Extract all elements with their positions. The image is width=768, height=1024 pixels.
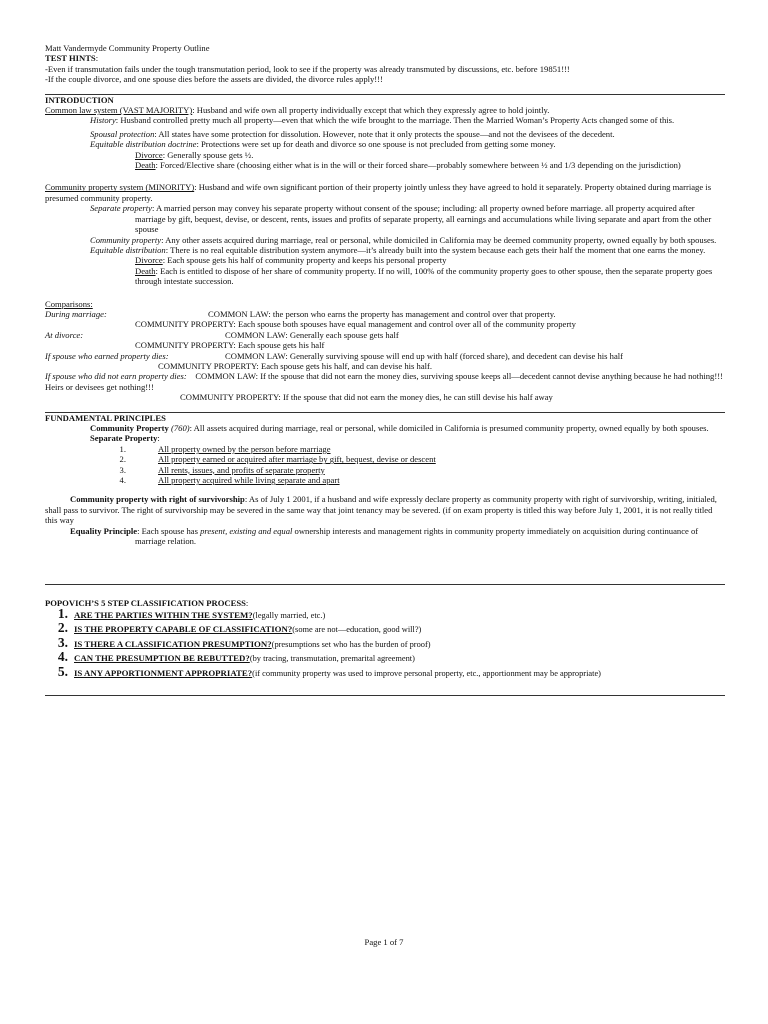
- list-item: 4. All property acquired while living separate and apart: [119, 475, 340, 486]
- separate-property-list: [45, 444, 725, 486]
- list-item: 2. All property earned or acquired after marriage by gift, bequest, devise or descent: [119, 454, 436, 465]
- comparison-during-cl: During marriage: COMMON LAW: the person who earns the property has management and control over that property.: [45, 308, 556, 319]
- spousal-protection-paragraph: Spousal protection: All states have some protection for dissolution. However, note that it only protects the spouse—and not the devisees of the decedent.: [90, 128, 615, 139]
- list-item: 1. ARE THE PARTIES WITHIN THE SYSTEM? (legally married, etc.): [57, 605, 326, 621]
- equitable-doctrine-paragraph: Equitable distribution doctrine: Protections were set up for death and divorce so one spouse is not precluded from getting some money.: [90, 139, 556, 150]
- cl-death-line: Death: Forced/Elective share (choosing either what is in the will or their forced share—probably somewhere between ½ and 1/3 depending on the jurisdiction): [135, 160, 681, 171]
- fundamental-cp-paragraph: Community Property (760): All assets acquired during marriage, real or personal, while domiciled in California is presumed community property, owned equally by both spouses.: [90, 423, 709, 433]
- list-item: 1. All property owned by the person before marriage: [119, 443, 331, 454]
- list-item: 3. IS THERE A CLASSIFICATION PRESUMPTION? (presumptions set who has the burden of proof): [57, 634, 431, 650]
- popovich-heading: POPOVICH’S 5 STEP CLASSIFICATION PROCESS:: [45, 598, 249, 609]
- cp-death-line: Death: Each is entitled to dispose of her share of community property. If no will, 100% of the community property goes to other spouse, then the separate property goes through intestate succession.: [135, 265, 713, 287]
- document-page: [45, 43, 725, 696]
- comparison-divorce-cp: COMMUNITY PROPERTY: Each spouse gets his half: [135, 340, 325, 351]
- comparison-divorce-cl: At divorce: COMMON LAW: Generally each spouse gets half: [45, 329, 399, 340]
- comparison-earned-cl: If spouse who earned property dies: COMMON LAW: Generally surviving spouse will end up with half (forced share), and decedent can devise his half: [45, 350, 624, 361]
- equality-paragraph: Equality Principle: Each spouse has present, existing and equal ownership interests and management rights in community property immediately on acquisition during continuance of marriage relation.: [70, 525, 699, 547]
- classification-steps: [45, 605, 725, 679]
- cp-equitable-paragraph: Equitable distribution: There is no real equitable distribution system anymore—it’s already built into the system because each gets their half the moment that one earns the money.: [90, 244, 706, 255]
- comparison-earned-cp: COMMUNITY PROPERTY: Each spouse gets his half, and can devise his half.: [158, 360, 433, 371]
- separate-property-paragraph: Separate property: A married person may convey his separate property without consent of the spouse; including: all property owned before marriage. all property acquired after marriage by gift, bequest, devise, or descent, rents, issues and profits of separate property, all earnings and accumulations while living separate and apart from the other spouse: [90, 203, 712, 235]
- fundamental-heading: FUNDAMENTAL PRINCIPLES: [45, 412, 166, 423]
- comparison-during-cp: COMMUNITY PROPERTY: Each spouse both spouses have equal management and control over all of the community property: [135, 319, 576, 330]
- list-item: 3. All rents, issues, and profits of separate property: [119, 464, 325, 475]
- comparisons-label: Comparisons:: [45, 298, 93, 309]
- cl-divorce-line: Divorce: Generally spouse gets ½.: [135, 149, 254, 160]
- list-item: 2. IS THE PROPERTY CAPABLE OF CLASSIFICATION? (some are not—education, good will?): [57, 620, 422, 636]
- cp-divorce-line: Divorce: Each spouse gets his half of community property and keeps his personal property: [135, 255, 447, 266]
- separate-property-label: Separate Property:: [90, 433, 160, 444]
- page-number: Page 1 of 7: [364, 937, 404, 947]
- test-hints-heading: TEST HINTS:: [45, 53, 99, 64]
- history-paragraph: History: Husband controlled pretty much all property—even that which the wife brought to the marriage. Then the Married Woman’s Property Acts changed some of this.: [90, 115, 675, 126]
- comparison-notearned-cp: COMMUNITY PROPERTY: If the spouse that did not earn the money dies, he can still devise his half away: [180, 392, 553, 403]
- list-item: 5. IS ANY APPORTIONMENT APPROPRIATE? (if community property was used to improve personal property, etc., apportionment may be appropriate): [57, 663, 601, 679]
- hint-1: -Even if transmutation fails under the tough transmutation period, look to see if the property was already transmuted by discussions, etc. before 19851!!!: [45, 63, 570, 74]
- introduction-heading: INTRODUCTION: [45, 94, 114, 105]
- community-property-paragraph: Community property system (MINORITY): Husband and wife own significant portion of their property jointly unless they have agreed to hold it separately. Property obtained during marriage is presumed community property.: [45, 182, 712, 203]
- cp-definition-paragraph: Community property: Any other assets acquired during marriage, real or personal, while domiciled in California may be deemed community property, owned equally by both spouses.: [90, 234, 717, 245]
- divider: [45, 695, 725, 696]
- survivorship-paragraph: Community property with right of survivorship: As of July 1 2001, if a husband and wife expressly declare property as community property with right of survivorship, writing, initialed, shall pass to survivor. The right of survivorship may be severed in the same way that joint tenancy may be severed. (if on exam property is titled this way before July 1, 2001, it is not really titled this way: [45, 494, 717, 526]
- hint-2: -If the couple divorce, and one spouse dies before the assets are divided, the divorce rules apply!!!: [45, 74, 383, 85]
- comparison-notearned-cl: If spouse who did not earn property dies: COMMON LAW: If the spouse that did not earn the money dies, surviving spouse keeps all—decedent cannot devise anything because he had nothing!!! Heirs or devisees get nothing!!!: [45, 371, 723, 392]
- common-law-paragraph: Common law system (VAST MAJORITY): Husband and wife own all property individually except that which they expressly agree to hold jointly.: [45, 105, 550, 116]
- list-item: 4. CAN THE PRESUMPTION BE REBUTTED? (by tracing, transmutation, premarital agreement): [57, 649, 415, 665]
- document-title: Matt Vandermyde Community Property Outline: [45, 43, 210, 53]
